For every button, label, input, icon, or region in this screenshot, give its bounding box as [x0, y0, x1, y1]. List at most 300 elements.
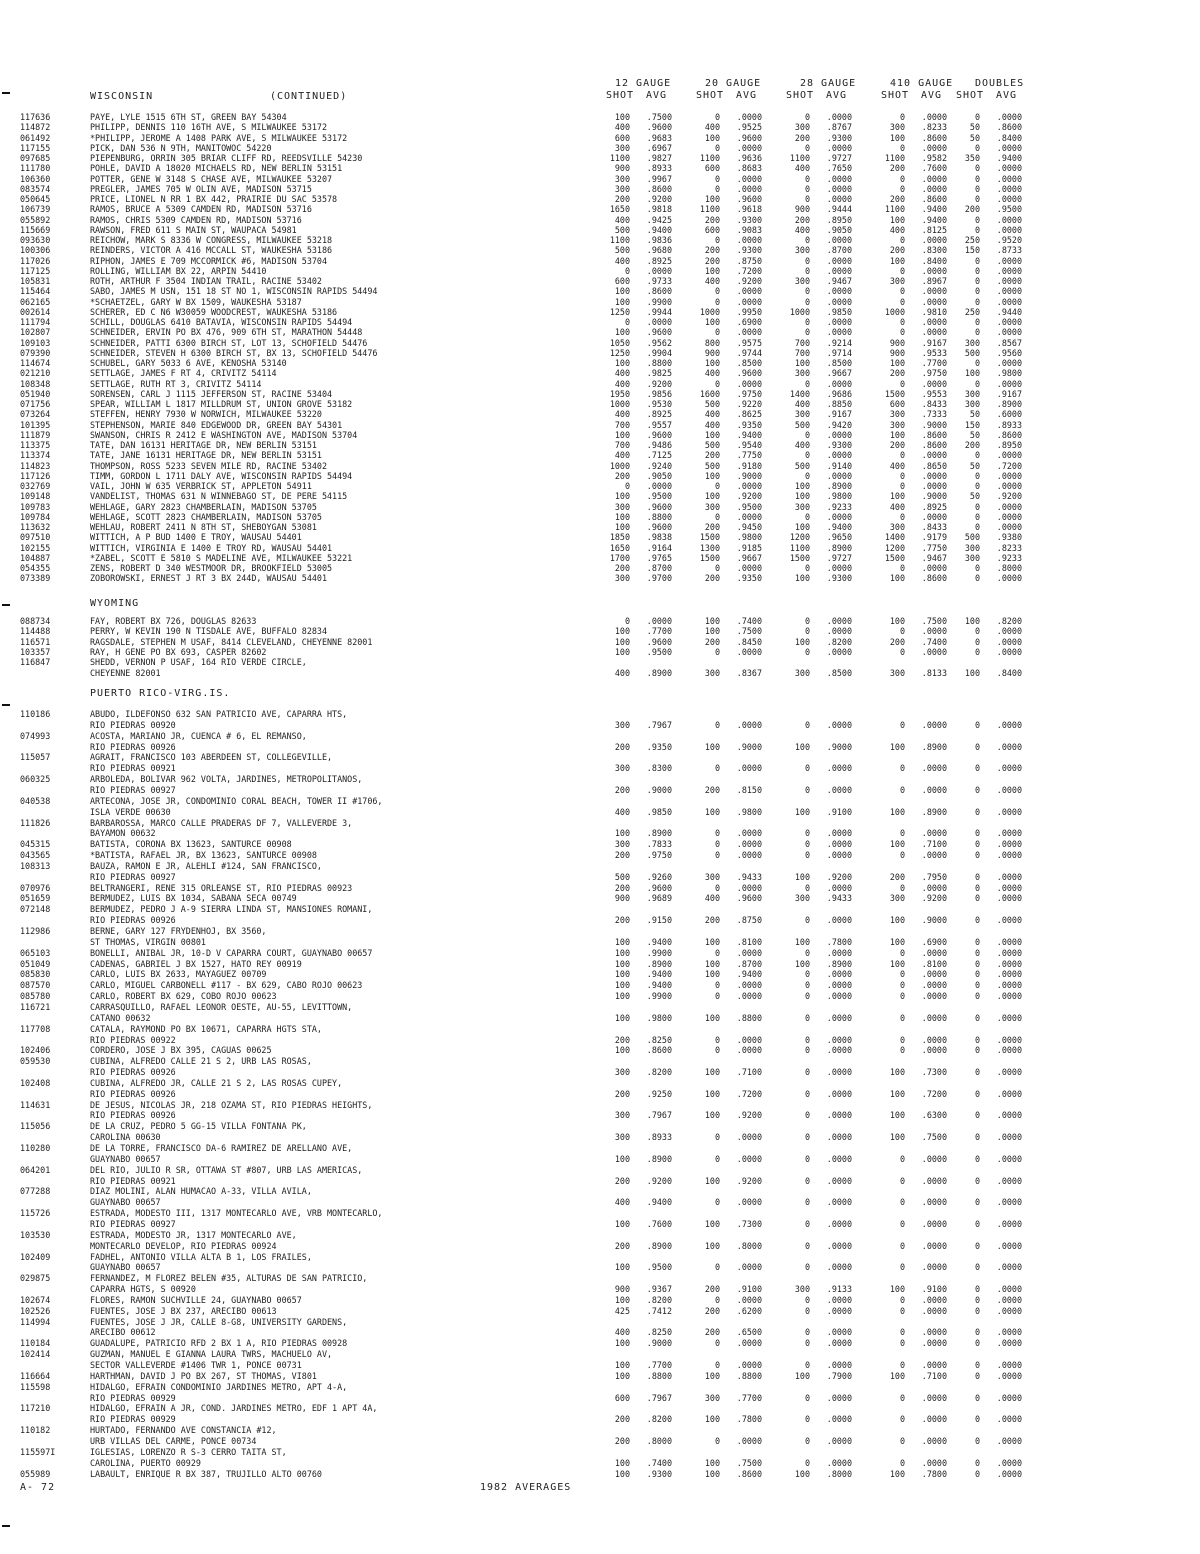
shot-count: 100 — [614, 1338, 630, 1349]
average-value: .7967 — [646, 719, 672, 730]
average-value: .0000 — [996, 194, 1022, 204]
member-name-address: RIO PIEDRAS 00929 — [90, 1393, 176, 1403]
average-value: .0000 — [921, 947, 947, 958]
average-value: .0000 — [996, 1435, 1022, 1446]
shot-count: 100 — [889, 358, 905, 368]
shot-count: 100 — [614, 286, 630, 297]
average-value: .9650 — [826, 532, 852, 543]
member-name-address: SCHILL, DOUGLAS 6410 BATAVIA, WISCONSIN RAPIDS 54494 — [90, 318, 353, 327]
average-value: .0000 — [996, 1034, 1022, 1045]
shot-count: 0 — [804, 173, 810, 184]
shot-count: 1600 — [699, 388, 720, 399]
average-value: .9164 — [646, 542, 672, 553]
shot-count: 0 — [714, 1034, 720, 1045]
shot-count: 100 — [889, 1284, 905, 1295]
shot-count: 300 — [614, 142, 630, 153]
group-20-gauge: 20 GAUGE — [705, 78, 762, 89]
shot-count: 100 — [889, 491, 905, 502]
average-value: .8200 — [996, 616, 1022, 626]
average-value: .6500 — [736, 1327, 762, 1338]
average-value: .7412 — [646, 1305, 672, 1316]
shot-count: 200 — [704, 915, 720, 926]
average-value: .8150 — [736, 784, 762, 795]
member-name-address: SPEAR, WILLIAM L 1817 MILLDRUM ST, UNION GROVE 53182 — [90, 400, 353, 409]
shot-count: 425 — [614, 1305, 630, 1316]
average-value: .0000 — [826, 784, 852, 795]
shot-count: 400 — [614, 214, 630, 225]
shot-count: 0 — [899, 1305, 905, 1316]
shot-count: 0 — [899, 450, 905, 461]
shot-count: 400 — [614, 378, 630, 389]
member-id: 114488 — [20, 626, 51, 637]
shot-count: 700 — [794, 337, 810, 348]
average-value: .9600 — [646, 327, 672, 338]
average-value: .0000 — [996, 296, 1022, 307]
member-id: 088734 — [20, 616, 51, 626]
member-name-address: RIO PIEDRAS 00929 — [90, 1415, 176, 1425]
shot-count: 300 — [794, 276, 810, 286]
shot-count: 0 — [899, 719, 905, 730]
shot-count: 0 — [899, 1012, 905, 1023]
shot-count: 400 — [704, 276, 720, 286]
shot-count: 0 — [974, 646, 980, 657]
shot-count: 500 — [704, 440, 720, 450]
average-value: .9440 — [996, 306, 1022, 317]
average-value: .0000 — [996, 1218, 1022, 1229]
average-value: .9750 — [646, 850, 672, 861]
shot-count: 100 — [614, 327, 630, 338]
average-value: .0000 — [736, 1435, 762, 1446]
shot-count: 900 — [794, 204, 810, 215]
average-value: .0000 — [996, 276, 1022, 286]
shot-count: 0 — [974, 915, 980, 926]
average-value: .9967 — [646, 173, 672, 184]
average-value: .0000 — [996, 1360, 1022, 1370]
average-value: .8000 — [996, 563, 1022, 573]
shot-count: 400 — [614, 1327, 630, 1338]
average-value: .0000 — [736, 112, 762, 122]
shot-count: 0 — [899, 1294, 905, 1305]
average-value: .0000 — [996, 522, 1022, 532]
member-id: 117026 — [20, 255, 51, 266]
average-value: .8600 — [996, 429, 1022, 440]
shot-count: 100 — [704, 132, 720, 143]
shot-count: 0 — [714, 235, 720, 245]
shot-count: 0 — [804, 112, 810, 122]
shot-count: 200 — [964, 204, 980, 215]
shot-count: 0 — [804, 1012, 810, 1023]
shot-count: 0 — [804, 646, 810, 657]
average-value: .0000 — [996, 265, 1022, 276]
average-value: .8925 — [646, 255, 672, 266]
shot-count: 100 — [704, 626, 720, 637]
average-value: .0000 — [736, 286, 762, 297]
average-value: .0000 — [996, 1294, 1022, 1305]
average-value: .0000 — [921, 563, 947, 573]
average-value: .0000 — [921, 142, 947, 153]
shot-count: 0 — [974, 947, 980, 958]
average-value: .0000 — [736, 646, 762, 657]
shot-count: 50 — [969, 132, 980, 143]
shot-count: 0 — [974, 1457, 980, 1468]
shot-count: 800 — [704, 337, 720, 348]
average-value: .9133 — [826, 1284, 852, 1295]
average-value: .9733 — [646, 276, 672, 286]
average-value: .0000 — [996, 224, 1022, 235]
average-value: .9420 — [826, 419, 852, 430]
member-name-address: RIO PIEDRAS 00926 — [90, 1089, 176, 1099]
shot-count: 1500 — [884, 552, 905, 563]
shot-count: 0 — [714, 1197, 720, 1208]
average-value: .9575 — [736, 337, 762, 348]
shot-count: 0 — [804, 850, 810, 861]
shot-count: 0 — [804, 626, 810, 637]
shot-count: 200 — [614, 741, 630, 752]
average-value: .9750 — [921, 368, 947, 379]
average-value: .9800 — [826, 491, 852, 502]
shot-count: 100 — [614, 1153, 630, 1164]
shot-count: 0 — [974, 286, 980, 297]
margin-mark — [2, 1525, 10, 1527]
shot-count: 0 — [974, 194, 980, 204]
member-name-address: LABAULT, ENRIQUE R BX 387, TRUJILLO ALTO 00760 — [90, 1469, 322, 1479]
shot-count: 200 — [614, 850, 630, 861]
shot-count: 0 — [974, 511, 980, 522]
average-value: .9600 — [646, 122, 672, 133]
member-name-address: PREGLER, JAMES 705 W OLIN AVE, MADISON 53715 — [90, 184, 312, 194]
shot-count: 0 — [804, 429, 810, 440]
average-value: .9000 — [921, 491, 947, 502]
average-value: .0000 — [921, 481, 947, 491]
group-12-gauge: 12 GAUGE — [615, 78, 672, 89]
average-value: .0000 — [921, 173, 947, 184]
shot-count: 0 — [804, 915, 810, 926]
average-value: .0000 — [826, 450, 852, 461]
shot-count: 0 — [899, 1457, 905, 1468]
average-value: .9400 — [736, 969, 762, 980]
average-value: .8400 — [921, 255, 947, 266]
average-value: .0000 — [921, 850, 947, 861]
shot-count: 0 — [974, 1088, 980, 1099]
average-value: .0000 — [826, 1414, 852, 1425]
shot-count: 200 — [704, 1327, 720, 1338]
shot-count: 0 — [974, 522, 980, 532]
average-value: .8100 — [921, 958, 947, 969]
average-value: .7800 — [736, 1414, 762, 1425]
shot-count: 100 — [889, 839, 905, 850]
shot-count: 100 — [704, 1067, 720, 1078]
average-value: .8133 — [921, 667, 947, 678]
average-value: .0000 — [736, 991, 762, 1002]
member-name-address: CORDERO, JOSE J BX 395, CAGUAS 00625 — [90, 1046, 272, 1056]
average-value: .8683 — [736, 163, 762, 174]
shot-count: 300 — [794, 409, 810, 420]
member-name-address: ESTRADA, MODESTO III, 1317 MONTECARLO AVE, VRB MONTECARLO, — [90, 1209, 383, 1219]
average-value: .0000 — [736, 142, 762, 153]
average-value: .0000 — [826, 850, 852, 861]
member-name-address: FLORES, RAMON SUCHVILLE 24, GUAYNABO 00657 — [90, 1295, 302, 1305]
average-value: .7800 — [921, 1468, 947, 1479]
shot-count: 300 — [704, 1392, 720, 1403]
member-id: 103530 — [20, 1229, 51, 1240]
member-id: 115726 — [20, 1208, 51, 1219]
average-value: .7967 — [646, 1392, 672, 1403]
shot-count: 0 — [974, 214, 980, 225]
member-name-address: GUAYNABO 00657 — [90, 1263, 161, 1273]
shot-count: 1250 — [609, 347, 630, 358]
shot-count: 0 — [899, 784, 905, 795]
member-id: 102408 — [20, 1077, 51, 1088]
shot-count: 0 — [714, 947, 720, 958]
member-id: 073389 — [20, 573, 51, 584]
shot-count: 100 — [614, 1012, 630, 1023]
shot-count: 300 — [614, 763, 630, 774]
average-value: .0000 — [826, 317, 852, 327]
member-name-address: SORENSEN, CARL J 1115 JEFFERSON ST, RACINE 53404 — [90, 389, 333, 399]
average-value: .9582 — [921, 153, 947, 163]
member-name-address: RIO PIEDRAS 00927 — [90, 872, 176, 882]
member-id: 110184 — [20, 1338, 51, 1349]
member-name-address: HURTADO, FERNANDO AVE CONSTANCIA #12, — [90, 1426, 277, 1436]
shot-count: 200 — [704, 255, 720, 266]
average-value: .0000 — [736, 763, 762, 774]
average-value: .9600 — [736, 368, 762, 379]
shot-count: 0 — [714, 991, 720, 1002]
member-id: 100306 — [20, 245, 51, 256]
average-value: .0000 — [921, 450, 947, 461]
average-value: .0000 — [996, 317, 1022, 327]
shot-count: 0 — [974, 784, 980, 795]
average-value: .0000 — [826, 1392, 852, 1403]
member-name-address: ROTH, ARTHUR F 3504 INDIAN TRAIL, RACINE 53402 — [90, 277, 322, 286]
shot-count: 0 — [714, 763, 720, 774]
shot-count: 100 — [704, 1012, 720, 1023]
average-value: .0000 — [921, 1327, 947, 1338]
shot-count: 500 — [704, 460, 720, 471]
average-value: .0000 — [996, 163, 1022, 174]
average-value: .9850 — [826, 306, 852, 317]
shot-count: 200 — [614, 194, 630, 204]
member-name-address: CARLO, LUIS BX 2633, MAYAGUEZ 00709 — [90, 970, 267, 980]
member-name-address: *PHILIPP, JEROME A 1408 PARK AVE, S MILWAUKEE 53172 — [90, 133, 348, 143]
member-id: 083574 — [20, 183, 51, 194]
shot-count: 600 — [704, 163, 720, 174]
average-value: .0000 — [996, 573, 1022, 584]
average-value: .7333 — [921, 409, 947, 420]
average-value: .0000 — [996, 358, 1022, 368]
member-id: 114994 — [20, 1316, 51, 1327]
average-value: .8500 — [826, 358, 852, 368]
average-value: .0000 — [921, 1012, 947, 1023]
member-name-address: HIDALGO, EFRAIN CONDOMINIO JARDINES METRO, APT 4-A, — [90, 1382, 348, 1392]
shot-count: 200 — [889, 194, 905, 204]
shot-count: 400 — [614, 450, 630, 461]
average-value: .0000 — [996, 719, 1022, 730]
average-value: .8300 — [646, 763, 672, 774]
shot-count: 0 — [974, 741, 980, 752]
average-value: .8900 — [921, 741, 947, 752]
shot-count: 100 — [614, 1294, 630, 1305]
shot-count: 600 — [704, 224, 720, 235]
member-name-address: *SCHAETZEL, GARY W BX 1509, WAUKESHA 53187 — [90, 297, 302, 307]
shot-count: 100 — [889, 1132, 905, 1143]
average-value: .9300 — [736, 245, 762, 256]
continued-label: (CONTINUED) — [270, 91, 348, 102]
shot-count: 0 — [899, 646, 905, 657]
shot-count: 500 — [614, 224, 630, 235]
shot-count: 400 — [704, 122, 720, 133]
average-value: .9600 — [646, 636, 672, 647]
member-name-address: SHEDD, VERNON P USAF, 164 RIO VERDE CIRCLE, — [90, 658, 307, 668]
shot-count: 50 — [969, 409, 980, 420]
average-value: .0000 — [996, 1088, 1022, 1099]
average-value: .9850 — [646, 806, 672, 817]
shot-count: 100 — [889, 1370, 905, 1381]
shot-count: 200 — [704, 573, 720, 584]
average-value: .0000 — [736, 947, 762, 958]
member-name-address: GUAYNABO 00657 — [90, 1154, 161, 1164]
average-value: .9240 — [646, 460, 672, 471]
shot-count: 0 — [624, 481, 630, 491]
shot-count: 100 — [704, 429, 720, 440]
shot-count: 0 — [714, 1338, 720, 1349]
shot-header: SHOT — [606, 90, 635, 101]
shot-count: 300 — [794, 245, 810, 256]
average-value: .0000 — [736, 481, 762, 491]
average-value: .0000 — [996, 511, 1022, 522]
member-id: 117210 — [20, 1403, 51, 1414]
average-value: .0000 — [826, 646, 852, 657]
average-value: .0000 — [996, 636, 1022, 647]
member-id: 110182 — [20, 1425, 51, 1436]
average-value: .0000 — [921, 1034, 947, 1045]
member-name-address: RIO PIEDRAS 00921 — [90, 764, 176, 774]
member-id: 087570 — [20, 980, 51, 991]
shot-count: 100 — [614, 958, 630, 969]
member-name-address: SCHNEIDER, PATTI 6300 BIRCH ST, LOT 13, SCHOFIELD 54476 — [90, 338, 368, 348]
average-value: .8800 — [646, 1370, 672, 1381]
shot-count: 0 — [974, 1284, 980, 1295]
average-value: .0000 — [826, 142, 852, 153]
shot-count: 1700 — [609, 552, 630, 563]
average-value: .0000 — [996, 958, 1022, 969]
shot-count: 100 — [614, 646, 630, 657]
member-id: 071756 — [20, 399, 51, 409]
shot-count: 1100 — [609, 235, 630, 245]
shot-count: 0 — [974, 327, 980, 338]
average-value: .8600 — [921, 440, 947, 450]
shot-count: 0 — [804, 511, 810, 522]
average-value: .0000 — [826, 828, 852, 839]
shot-count: 1400 — [884, 532, 905, 543]
average-value: .0000 — [826, 1132, 852, 1143]
average-value: .9467 — [826, 276, 852, 286]
shot-count: 100 — [614, 522, 630, 532]
shot-count: 0 — [974, 1262, 980, 1273]
member-name-address: CAPARRA HGTS, S 00920 — [90, 1285, 196, 1295]
average-value: .7750 — [921, 542, 947, 553]
average-value: .9083 — [736, 224, 762, 235]
average-value: .7500 — [736, 1457, 762, 1468]
average-value: .9700 — [646, 573, 672, 584]
average-value: .0000 — [996, 936, 1022, 947]
shot-count: 0 — [974, 378, 980, 389]
shot-count: 0 — [974, 1294, 980, 1305]
shot-count: 0 — [899, 1392, 905, 1403]
shot-count: 0 — [714, 1435, 720, 1446]
member-id: 106739 — [20, 204, 51, 215]
average-value: .0000 — [996, 1240, 1022, 1251]
average-value: .0000 — [826, 915, 852, 926]
shot-header: SHOT — [956, 90, 985, 101]
average-value: .9838 — [646, 532, 672, 543]
shot-count: 300 — [614, 839, 630, 850]
shot-count: 100 — [614, 296, 630, 307]
member-name-address: DIAZ MOLINI, ALAN HUMACAO A-33, VILLA AVILA, — [90, 1187, 312, 1197]
shot-count: 200 — [614, 563, 630, 573]
shot-count: 400 — [614, 122, 630, 133]
average-value: .0000 — [736, 1338, 762, 1349]
shot-count: 1650 — [609, 542, 630, 553]
average-value: .0000 — [996, 481, 1022, 491]
member-id: 032769 — [20, 481, 51, 491]
shot-count: 0 — [974, 893, 980, 904]
average-value: .7600 — [921, 163, 947, 174]
average-value: .8750 — [736, 915, 762, 926]
shot-count: 100 — [889, 915, 905, 926]
shot-count: 400 — [614, 255, 630, 266]
shot-count: 0 — [804, 1457, 810, 1468]
average-value: .0000 — [921, 828, 947, 839]
shot-count: 1000 — [609, 399, 630, 409]
member-id: 085830 — [20, 969, 51, 980]
shot-count: 0 — [974, 265, 980, 276]
shot-count: 0 — [974, 1435, 980, 1446]
average-value: .9500 — [996, 204, 1022, 215]
shot-count: 0 — [714, 112, 720, 122]
average-value: .8700 — [826, 245, 852, 256]
average-value: .0000 — [996, 1414, 1022, 1425]
shot-count: 100 — [889, 741, 905, 752]
member-name-address: CUBINA, ALFREDO CALLE 21 S 2, URB LAS ROSAS, — [90, 1057, 312, 1067]
average-value: .8600 — [921, 194, 947, 204]
shot-count: 200 — [614, 1034, 630, 1045]
member-id: 104887 — [20, 552, 51, 563]
member-name-address: ST THOMAS, VIRGIN 00801 — [90, 937, 206, 947]
shot-count: 900 — [889, 337, 905, 348]
member-id: 116847 — [20, 657, 51, 668]
average-value: .8600 — [736, 1468, 762, 1479]
average-value: .9400 — [921, 214, 947, 225]
average-value: .9818 — [646, 204, 672, 215]
shot-count: 300 — [614, 183, 630, 194]
member-name-address: BAUZA, RAMON E JR, ALEHLI #124, SAN FRANCISCO, — [90, 861, 322, 871]
average-value: .9667 — [736, 552, 762, 563]
shot-count: 600 — [889, 399, 905, 409]
average-value: .9300 — [826, 440, 852, 450]
shot-count: 100 — [794, 481, 810, 491]
shot-count: 150 — [964, 419, 980, 430]
shot-count: 0 — [899, 969, 905, 980]
shot-count: 0 — [804, 265, 810, 276]
shot-count: 50 — [969, 460, 980, 471]
average-value: .0000 — [996, 871, 1022, 882]
average-value: .0000 — [736, 1360, 762, 1370]
member-name-address: ZENS, ROBERT D 340 WESTMOOR DR, BROOKFIELD 53005 — [90, 564, 333, 573]
member-name-address: RIO PIEDRAS 00926 — [90, 1068, 176, 1078]
average-value: .0000 — [826, 1305, 852, 1316]
average-value: .8900 — [826, 958, 852, 969]
